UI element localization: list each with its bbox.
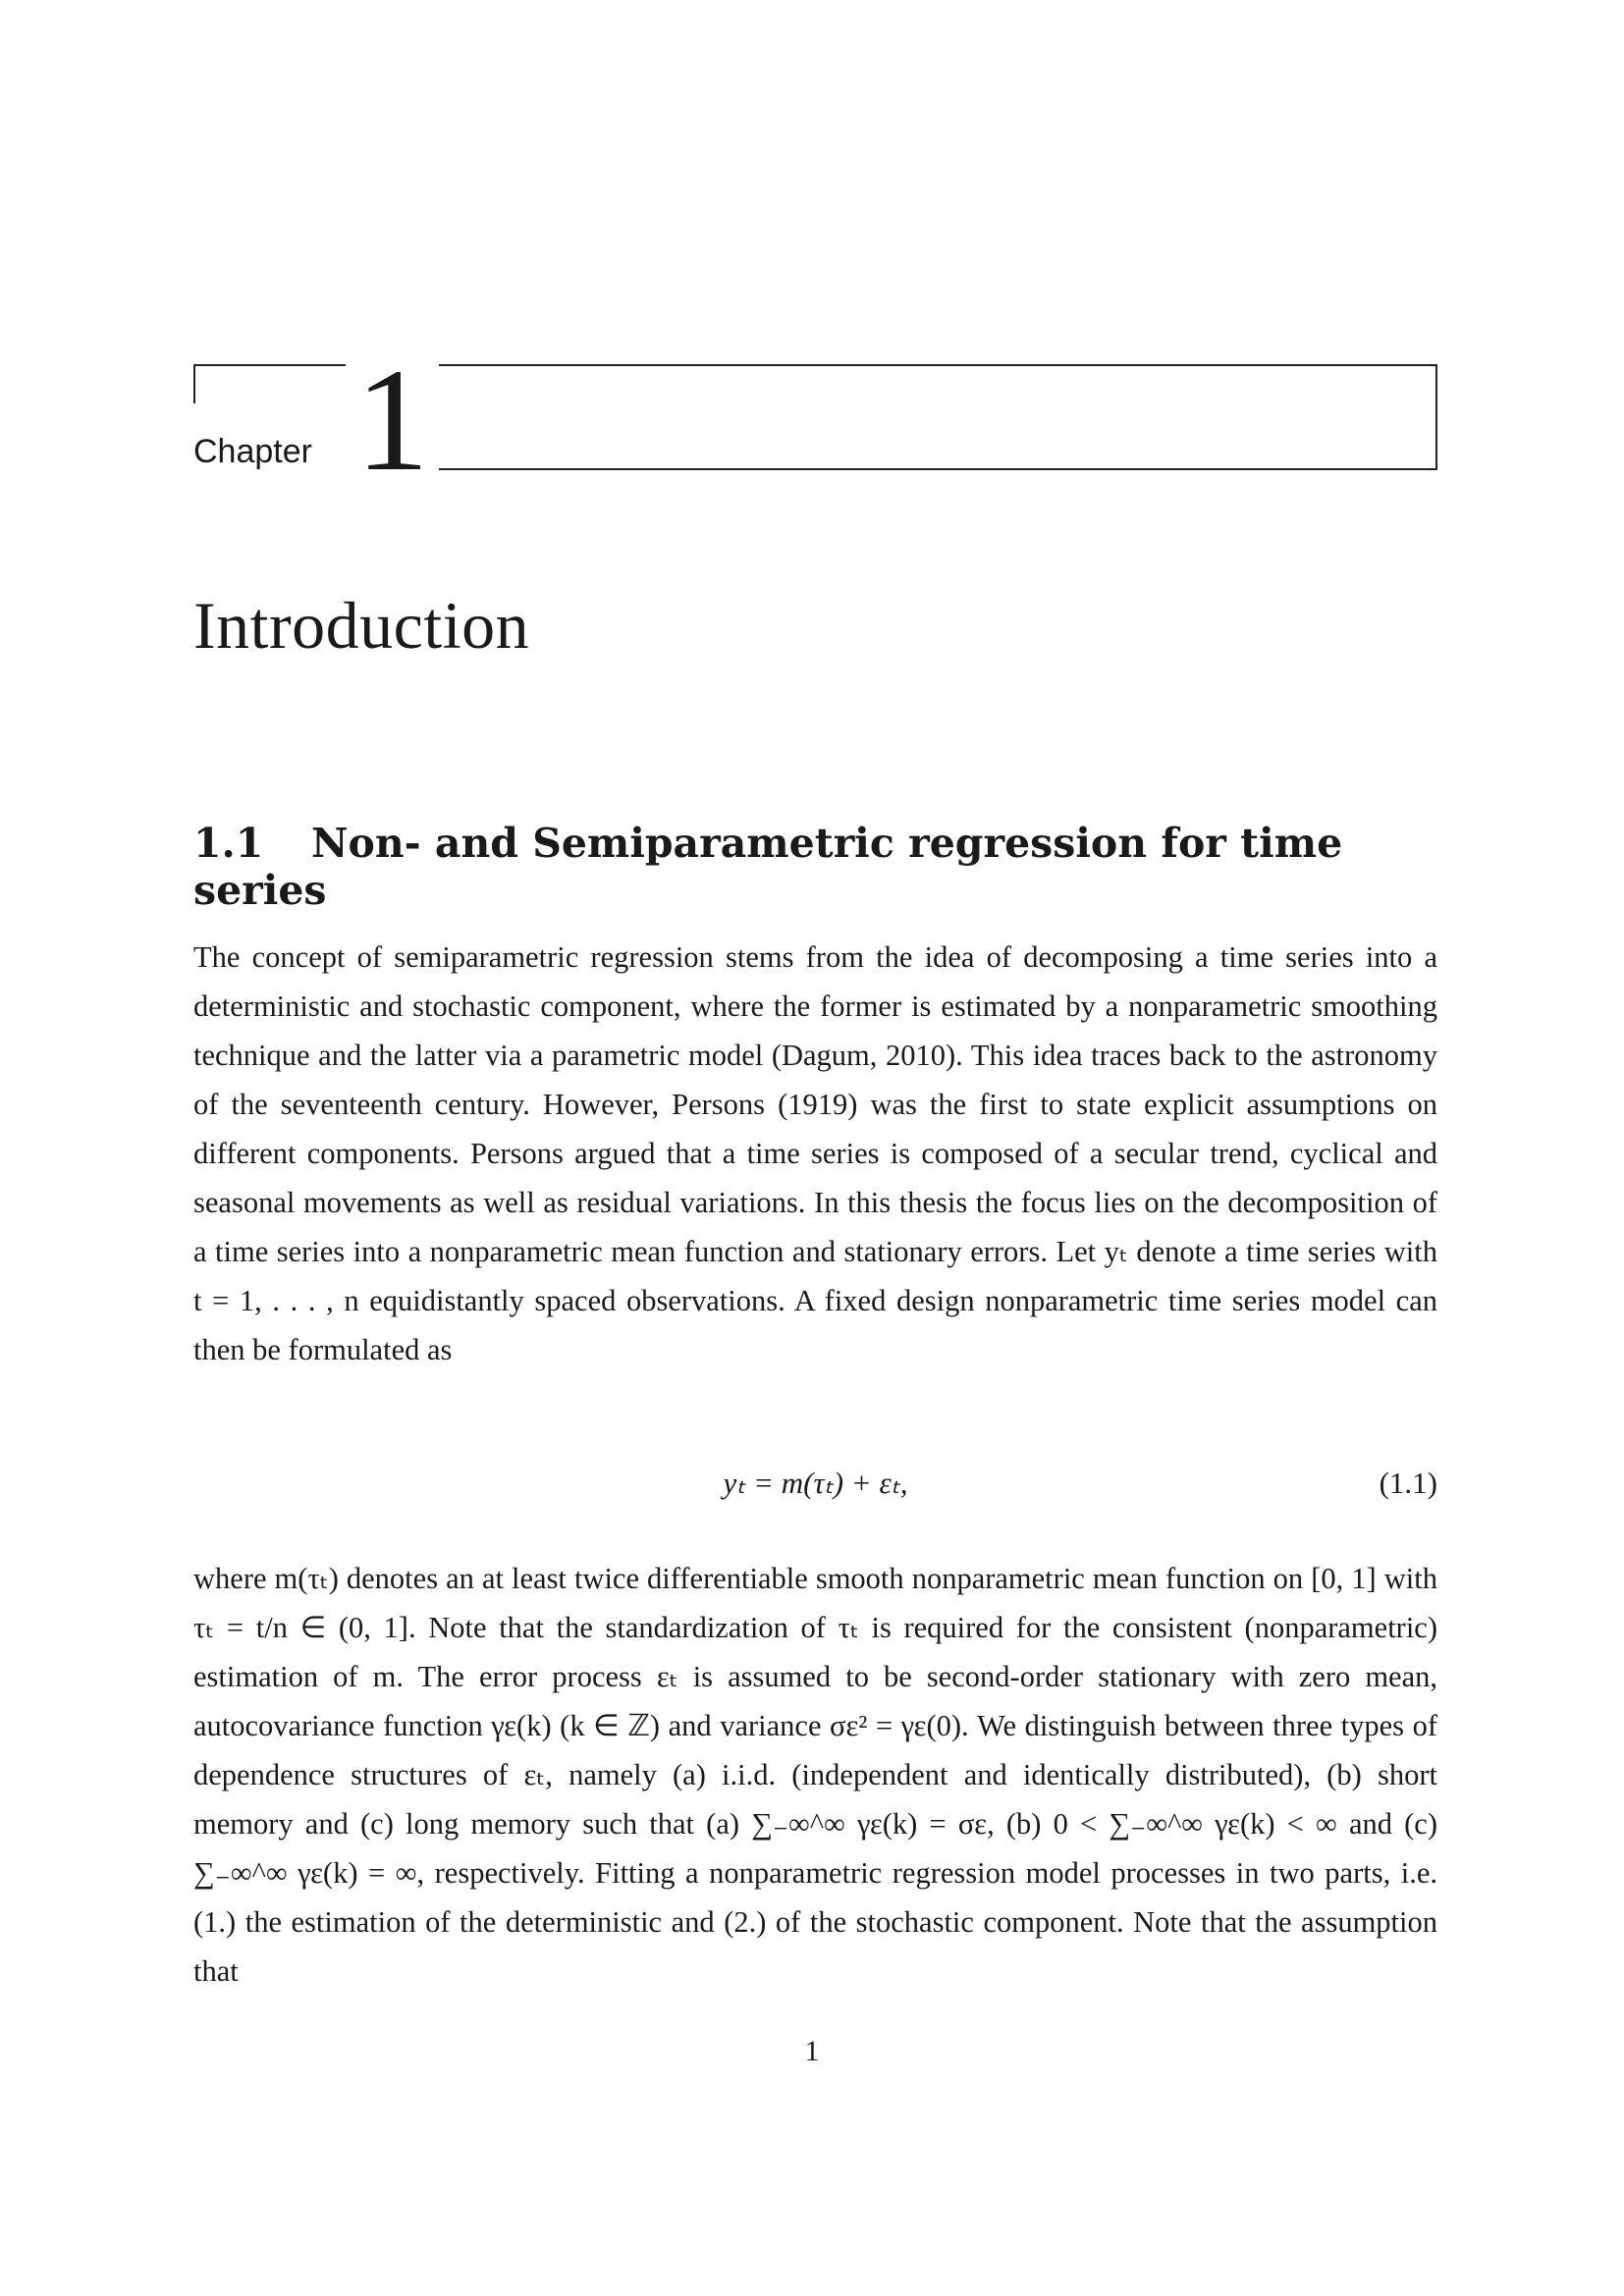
chapter-frame-line bbox=[193, 364, 195, 403]
chapter-title: Introduction bbox=[193, 588, 530, 663]
page-number: 1 bbox=[804, 2035, 820, 2067]
equation bbox=[193, 1466, 1437, 1515]
chapter-header bbox=[193, 339, 1437, 502]
chapter-number: 1 bbox=[355, 339, 429, 502]
chapter-frame-line bbox=[193, 364, 346, 366]
chapter-frame-line bbox=[439, 364, 1437, 366]
section-number: 1.1 bbox=[193, 820, 264, 867]
body-paragraph: The concept of semiparametric regression stems from the idea of decomposing a time series into a deterministic and stochastic component, where the former is estimated by a nonparametric smoothing technique and the latter via a parametric model (Dagum, 2010). This idea traces back to the astronomy of the seventeenth century. However, Persons (1919) was the first to state explicit assumptions on different components. Persons argued that a time series is composed of a secular trend, cyclical and seasonal movements as well as residual variations. In this thesis the focus lies on the decomposition of a time series into a nonparametric mean function and stationary errors. Let yₜ denote a time series with t = 1, . . . , n equidistantly spaced observations. A fixed design nonparametric time series model can then be formulated as bbox=[193, 940, 1437, 1366]
equation-label: (1.1) bbox=[1379, 1466, 1437, 1500]
chapter-label: Chapter bbox=[193, 433, 312, 470]
chapter-frame-line bbox=[439, 468, 1437, 470]
equation-body: yₜ = m(τₜ) + εₜ, bbox=[723, 1466, 908, 1500]
section-heading bbox=[193, 820, 1437, 914]
section-title: Non- and Semiparametric regression for time series bbox=[193, 820, 1343, 914]
chapter-frame-line bbox=[1435, 364, 1437, 468]
body-paragraph: where m(τₜ) denotes an at least twice differentiable smooth nonparametric mean function on [0, 1] with τₜ = t/n ∈ (0, 1]. Note that the standardization of τₜ is required for the consistent (nonparametric) estimation of m. The error process εₜ is assumed to be second-order stationary with zero mean, autocovariance function γε(k) (k ∈ ℤ) and variance σε² = γε(0). We distinguish between three types of dependence structures of εₜ, namely (a) i.i.d. (independent and identically distributed), (b) short memory and (c) long memory such that (a) ∑₋∞^∞ γε(k) = σε, (b) 0 < ∑₋∞^∞ γε(k) < ∞ and (c) ∑₋∞^∞ γε(k) = ∞, respectively. Fitting a nonparametric regression model processes in two parts, i.e. (1.) the estimation of the deterministic and (2.) of the stochastic component. Note that the assumption that bbox=[193, 1562, 1437, 1988]
